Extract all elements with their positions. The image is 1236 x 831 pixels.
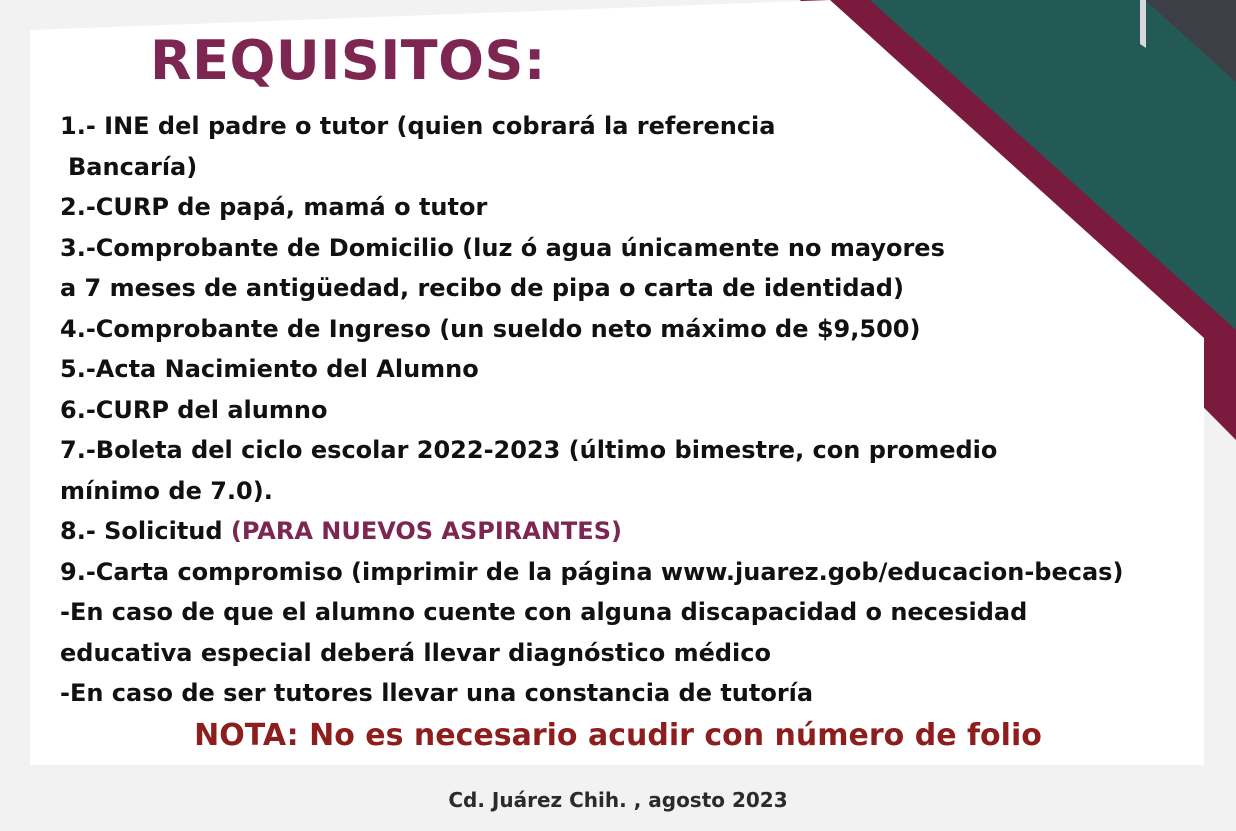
requirement-item-4	[60, 309, 1225, 350]
requirement-4-text: 4.-Comprobante de Ingreso (un sueldo neto máximo de $9,500)	[60, 314, 921, 343]
requirement-item-8	[60, 511, 1225, 552]
requirement-1-line-1: 1.- INE del padre o tutor (quien cobrará la referencia	[60, 112, 776, 140]
page-title: REQUISITOS:	[150, 29, 547, 92]
requirement-item-disability	[60, 592, 1225, 673]
requirement-tutors-text: -En caso de ser tutores llevar una constancia de tutoría	[60, 679, 814, 707]
requirement-item-tutors	[60, 673, 1225, 714]
requirement-8-text: 8.- Solicitud	[60, 517, 231, 545]
requirement-item-5	[60, 349, 1225, 390]
requirement-item-1	[60, 106, 1225, 187]
requirement-8-line	[60, 511, 1225, 552]
requirement-item-6	[60, 390, 1225, 431]
requirements-list	[60, 106, 1225, 714]
requirement-item-3	[60, 228, 1225, 309]
requirement-5-text: 5.-Acta Nacimiento del Alumno	[60, 355, 479, 383]
requirement-item-7	[60, 430, 1225, 511]
requirement-7-line-1: 7.-Boleta del ciclo escolar 2022-2023 (último bimestre, con promedio	[60, 436, 998, 464]
requirement-7-line-2: mínimo de 7.0).	[60, 476, 273, 505]
requirement-item-9	[60, 552, 1225, 593]
requirement-item-2	[60, 187, 1225, 228]
requirement-3-line-2: a 7 meses de antigüedad, recibo de pipa o carta de identidad)	[60, 274, 904, 302]
note-banner: NOTA: No es necesario acudir con número de folio	[194, 718, 1042, 753]
requirement-3-line-1: 3.-Comprobante de Domicilio (luz ó agua únicamente no mayores	[60, 233, 945, 262]
requirement-disability-line-2: educativa especial deberá llevar diagnóstico médico	[60, 638, 771, 667]
footer-location-date: Cd. Juárez Chih. , agosto 2023	[448, 788, 788, 812]
new-applicants-highlight: (PARA NUEVOS ASPIRANTES)	[230, 517, 622, 545]
requirement-6-text: 6.-CURP del alumno	[60, 395, 328, 424]
requirement-1-line-2: Bancaría)	[68, 152, 198, 181]
requirement-9-text: 9.-Carta compromiso (imprimir de la página www.juarez.gob/educacion-becas)	[60, 557, 1124, 586]
corner-light-strip	[1140, 0, 1146, 48]
requirement-disability-line-1: -En caso de que el alumno cuente con alguna discapacidad o necesidad	[60, 598, 1028, 626]
requirement-2-text: 2.-CURP de papá, mamá o tutor	[60, 193, 488, 221]
